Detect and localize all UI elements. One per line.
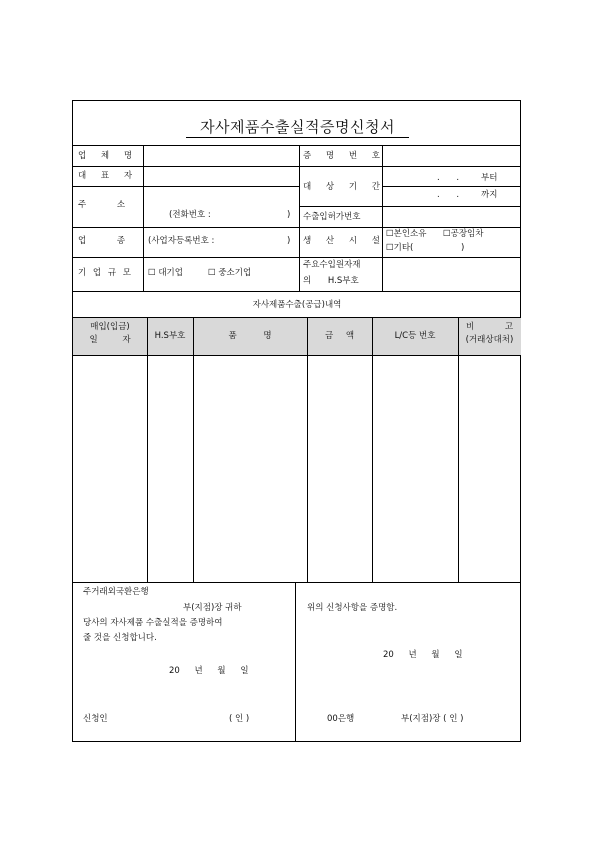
period-from: 부터	[481, 173, 498, 183]
facility-other-close: )	[461, 243, 465, 253]
period-label: 대 상 기 간	[303, 182, 386, 192]
footer-request-line2: 줄 것을 신청합니다.	[83, 633, 157, 643]
checkbox-icon: ☐	[386, 243, 394, 253]
period-to: 까지	[481, 190, 498, 200]
footer-left-date: 20 년 월 일	[169, 666, 249, 676]
footer-branch-label: 부(지점)장 귀하	[183, 603, 242, 613]
period-to-dots: . .	[437, 190, 460, 200]
application-form	[72, 100, 521, 742]
column-header-date: 매입(입금) 일 자	[89, 322, 131, 345]
period-from-dots: . .	[437, 173, 460, 183]
phone-label: (전화번호 :	[169, 210, 211, 220]
footer-applicant-label: 신청인	[83, 714, 108, 724]
column-header-lc-number: L/C등 번호	[394, 331, 436, 341]
footer-right-bank: 00은행	[327, 714, 355, 724]
business-reg-label: (사업자등록번호 :	[148, 236, 215, 246]
representative-label: 대 표 자	[78, 171, 139, 181]
raw-material-label-2: 의 H.S부호	[303, 276, 359, 286]
phone-close: )	[287, 210, 291, 220]
address-label: 주 소	[78, 200, 126, 210]
business-type-label: 업 종	[78, 236, 126, 246]
business-reg-close: )	[287, 236, 291, 246]
checkbox-icon: ☐	[208, 268, 216, 278]
column-header-remarks: 비 고 (거래상대처)	[465, 322, 514, 345]
footer-bank-label: 주거래외국환은행	[83, 587, 149, 597]
company-name-label: 업 체 명	[78, 151, 139, 161]
license-no-label: 수출입허가번호	[303, 212, 361, 222]
checkbox-icon: ☐	[443, 229, 451, 239]
facility-lease-option[interactable]: ☐공장임차	[443, 229, 484, 239]
small-company-option[interactable]: ☐ 중소기업	[208, 268, 252, 278]
column-header-item-name: 품 명	[228, 331, 272, 341]
large-company-option[interactable]: ☐ 대기업	[148, 268, 183, 278]
checkbox-icon: ☐	[148, 268, 156, 278]
facility-other-option[interactable]: ☐기타(	[386, 243, 414, 253]
footer-right-date: 20 년 월 일	[383, 650, 463, 660]
footer-certify-text: 위의 신청사항을 증명함.	[307, 603, 398, 613]
raw-material-label-1: 주요수입원자재	[303, 260, 361, 270]
form-title: 자사제품수출실적증명신청서	[73, 116, 522, 137]
footer-applicant-seal: ( 인 )	[229, 714, 250, 724]
facility-own-option[interactable]: ☐본인소유	[386, 229, 427, 239]
facility-label: 생 산 시 설	[303, 236, 386, 246]
footer-right-branch-seal: 부(지점)장 ( 인 )	[401, 714, 464, 724]
cert-no-label: 증 명 번 호	[303, 151, 386, 161]
checkbox-icon: ☐	[386, 229, 394, 239]
column-header-hs-code: H.S부호	[154, 331, 186, 341]
footer-request-line1: 당사의 자사제품 수출실적을 증명하여	[83, 618, 223, 628]
column-header-amount: 금 액	[324, 331, 355, 341]
company-size-label: 기 업 규 모	[78, 268, 133, 278]
section-title: 자사제품수출(공급)내역	[252, 300, 342, 310]
